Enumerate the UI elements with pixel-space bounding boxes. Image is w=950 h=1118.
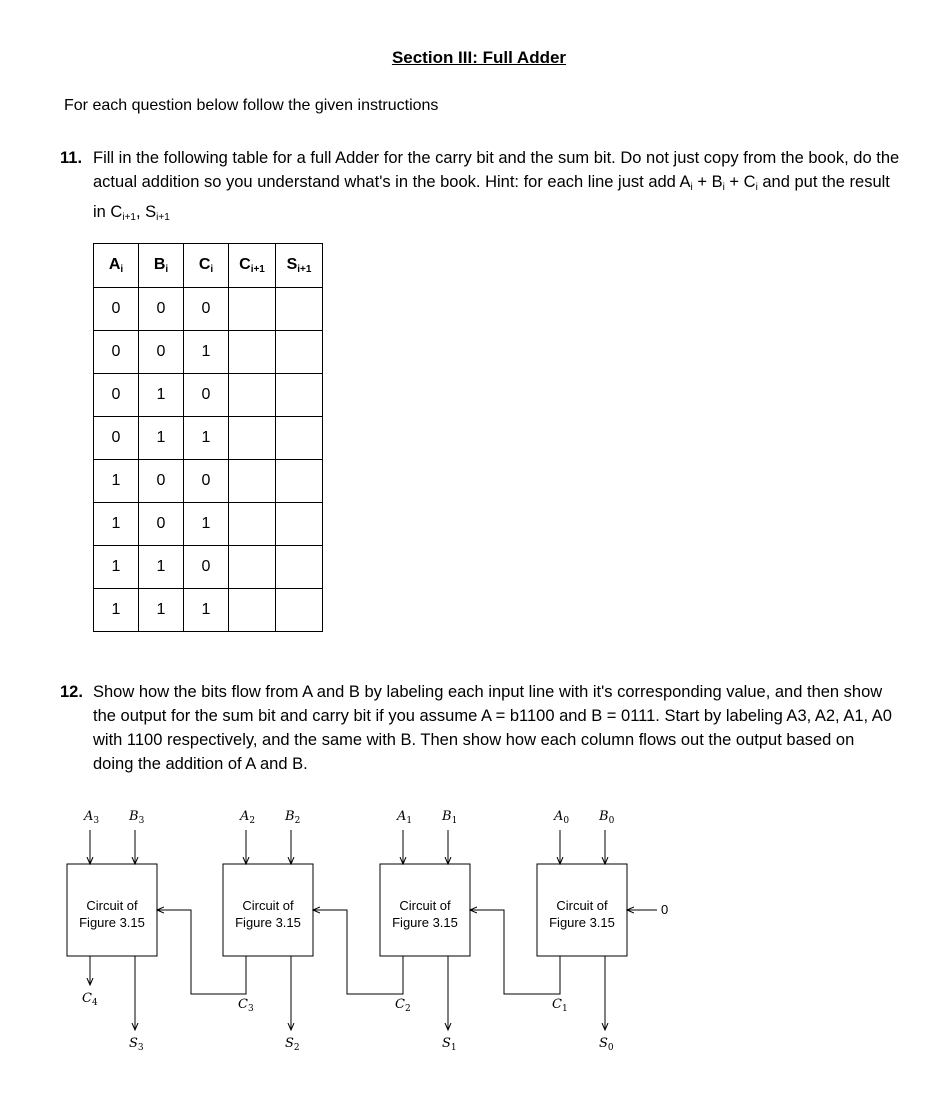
truth-table (93, 243, 323, 632)
a-input-label: $A_3$ (84, 809, 100, 826)
q11-text: Fill in the following table for a full Adder for the carry bit and the sum bit. Do not just copy from the book, do the actual addition so you understand what's in the book. Hint: for each line just add A (93, 149, 900, 191)
b-input-label: $B_2$ (285, 809, 301, 826)
b-input-label: $B_0$ (599, 809, 615, 826)
a-input-label: $A_0$ (554, 809, 570, 826)
question-number: 12. (60, 683, 83, 701)
carry-output-label: $C_1$ (552, 997, 568, 1014)
input-cell: 1 (94, 589, 139, 632)
subscript: i (690, 182, 693, 193)
input-cell: 1 (184, 417, 229, 460)
input-cell: 1 (94, 460, 139, 503)
box-label: Circuit of (399, 898, 451, 913)
table-row (94, 589, 323, 632)
q12-text: Show how the bits flow from A and B by labeling each input line with it's corresponding value, and then show the output for the sum bit and carry bit if you assume A = b1100 and B = 0111. Start by labeling A3, A2, A1, A0 with 1100 respectively, and the same with B. Then show how each column flows out the output based on doing the addition of A and B. (93, 683, 892, 773)
answer-cell[interactable] (229, 288, 276, 331)
input-cell: 0 (94, 288, 139, 331)
input-cell: 0 (184, 288, 229, 331)
input-cell: 1 (94, 546, 139, 589)
answer-cell[interactable] (229, 589, 276, 632)
input-cell: 0 (94, 417, 139, 460)
input-cell: 1 (184, 503, 229, 546)
table-row (94, 460, 323, 503)
answer-cell[interactable] (229, 417, 276, 460)
question-11 (60, 146, 903, 230)
input-cell: 0 (139, 288, 184, 331)
answer-cell[interactable] (276, 503, 323, 546)
answer-cell[interactable] (276, 331, 323, 374)
answer-cell[interactable] (229, 331, 276, 374)
table-row (94, 374, 323, 417)
s-symbol: , S (135, 203, 157, 221)
q11-text-end: and put the result in C (93, 173, 890, 221)
header-cell: $A_i$ (94, 244, 139, 288)
table-row (94, 331, 323, 374)
subscript: i+1 (122, 212, 136, 223)
answer-cell[interactable] (229, 503, 276, 546)
answer-cell[interactable] (229, 460, 276, 503)
input-cell: 0 (94, 331, 139, 374)
carry-output-label: $C_4$ (82, 991, 98, 1008)
question-12 (60, 680, 893, 776)
plus-sign: + (724, 173, 744, 191)
input-cell: 0 (139, 331, 184, 374)
a-input-label: $A_2$ (240, 809, 256, 826)
answer-cell[interactable] (276, 460, 323, 503)
carry-in-label: 0 (661, 902, 669, 917)
sum-output-label: $S_0$ (599, 1036, 614, 1053)
subscript: i (722, 182, 725, 193)
table-row (94, 417, 323, 460)
b-input-label: $B_3$ (129, 809, 145, 826)
input-cell: 1 (139, 546, 184, 589)
sum-output-label: $S_3$ (129, 1036, 144, 1053)
subscript: i+1 (156, 212, 170, 223)
carry-output-label: $C_3$ (238, 997, 254, 1014)
header-cell: $C_i$ (184, 244, 229, 288)
plus-sign: + (692, 173, 712, 191)
input-cell: 0 (184, 546, 229, 589)
input-cell: 1 (94, 503, 139, 546)
question-number: 11. (60, 149, 83, 167)
box-label: Figure 3.15 (235, 915, 301, 930)
input-cell: 1 (184, 331, 229, 374)
sum-output-label: $S_1$ (442, 1036, 457, 1053)
answer-cell[interactable] (276, 417, 323, 460)
intro-text: For each question below follow the given instructions (64, 97, 439, 114)
table-row (94, 288, 323, 331)
c-symbol: C (743, 173, 756, 191)
input-cell: 1 (139, 417, 184, 460)
header-cell: $B_i$ (139, 244, 184, 288)
carry-output-label: $C_2$ (395, 997, 411, 1014)
table-row (94, 546, 323, 589)
input-cell: 0 (94, 374, 139, 417)
box-label: Figure 3.15 (392, 915, 458, 930)
header-cell: $C_{i+1}$ (229, 244, 276, 288)
b-symbol: B (711, 173, 723, 191)
box-label: Circuit of (86, 898, 138, 913)
a-input-label: $A_1$ (397, 809, 413, 826)
input-cell: 0 (139, 503, 184, 546)
box-label: Figure 3.15 (79, 915, 145, 930)
sum-output-label: $S_2$ (285, 1036, 300, 1053)
input-cell: 1 (139, 589, 184, 632)
answer-cell[interactable] (276, 589, 323, 632)
section-title: Section III: Full Adder (391, 48, 567, 67)
box-label: Circuit of (556, 898, 608, 913)
subscript: i (755, 182, 758, 193)
answer-cell[interactable] (229, 374, 276, 417)
answer-cell[interactable] (276, 288, 323, 331)
input-cell: 1 (184, 589, 229, 632)
answer-cell[interactable] (276, 546, 323, 589)
box-label: Figure 3.15 (549, 915, 615, 930)
box-label: Circuit of (242, 898, 294, 913)
answer-cell[interactable] (276, 374, 323, 417)
b-input-label: $B_1$ (442, 809, 458, 826)
input-cell: 0 (184, 460, 229, 503)
input-cell: 0 (184, 374, 229, 417)
input-cell: 0 (139, 460, 184, 503)
ripple-carry-adder-diagram (0, 790, 950, 1090)
input-cell: 1 (139, 374, 184, 417)
table-row (94, 503, 323, 546)
answer-cell[interactable] (229, 546, 276, 589)
header-cell: $S_{i+1}$ (276, 244, 323, 288)
